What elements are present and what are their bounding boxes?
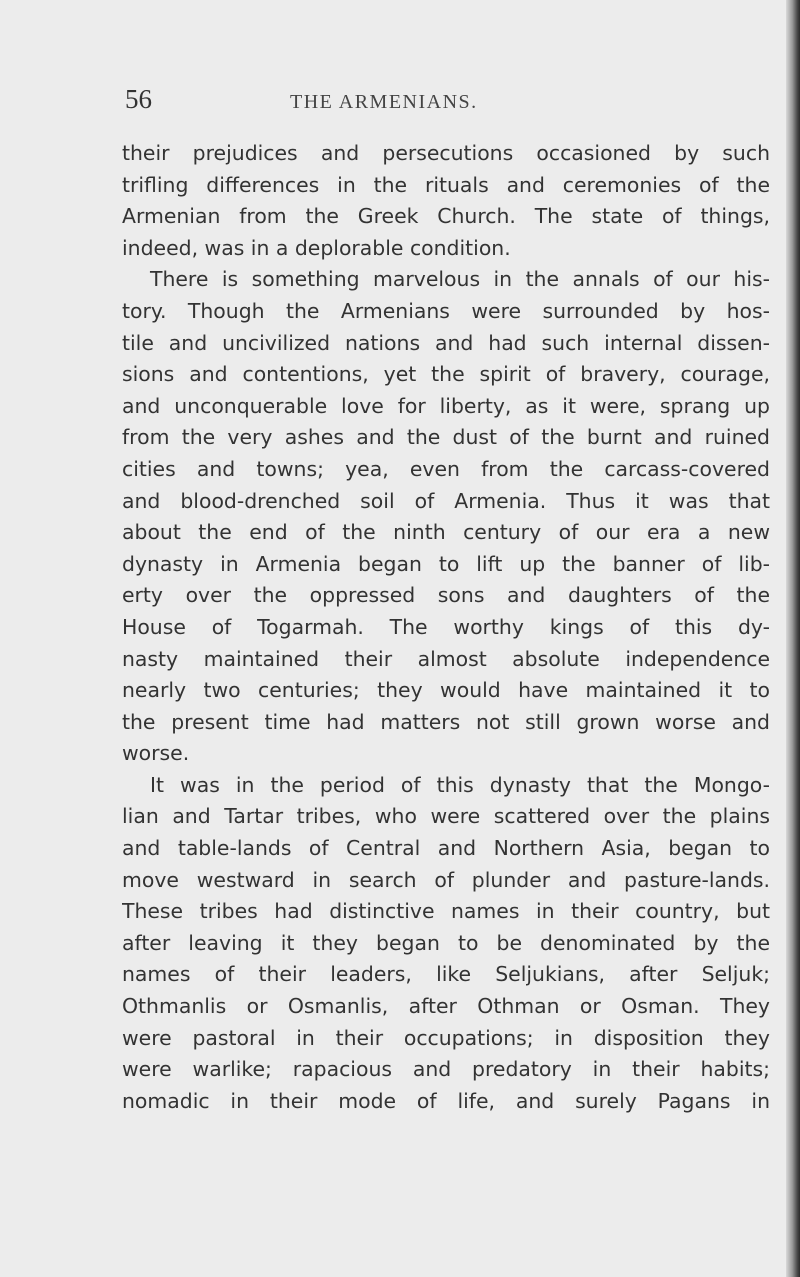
text-line: after leaving it they began to be denominated by the [122,930,770,955]
paragraph-start-line: It was in the period of this dynasty that the Mongo- [150,772,770,797]
text-line: were warlike; rapacious and predatory in their habits; [122,1057,770,1082]
text-line: nearly two centuries; they would have maintained it to [122,678,770,703]
text-line: nomadic in their mode of life, and surely Pagans in [122,1088,770,1113]
paragraph-start-line: There is something marvelous in the annals of our his- [150,267,770,292]
text-line: names of their leaders, like Seljukians, after Seljuk; [122,962,770,987]
text-line: worse. [122,741,190,766]
text-line: and table-lands of Central and Northern Asia, began to [122,836,770,861]
text-line: the present time had matters not still grown worse and [122,709,770,734]
page-binding-edge [786,0,800,1277]
text-line: and unconquerable love for liberty, as it were, sprang up [122,393,770,418]
text-line: These tribes had distinctive names in their country, but [122,899,770,924]
text-line: their prejudices and persecutions occasioned by such [122,141,770,165]
text-line: about the end of the ninth century of our era a new [122,520,770,545]
text-line: move westward in search of plunder and pasture-lands. [122,867,770,892]
text-line: were pastoral in their occupations; in disposition they [122,1025,770,1050]
text-line: indeed, was in a deplorable condition. [122,235,511,260]
text-line: sions and contentions, yet the spirit of bravery, courage, [122,362,770,387]
text-line: House of Togarmah. The worthy kings of this dy- [122,614,770,639]
text-line: Armenian from the Greek Church. The state of things, [122,204,770,229]
text-line: tory. Though the Armenians were surrounded by hos- [122,298,770,323]
text-line: tile and uncivilized nations and had such internal dissen- [122,330,770,355]
text-line: erty over the oppressed sons and daughters of the [122,583,770,608]
text-line: and blood-drenched soil of Armenia. Thus it was that [122,488,770,513]
text-line: from the very ashes and the dust of the burnt and ruined [122,425,770,450]
text-line: Othmanlis or Osmanlis, after Othman or Osman. They [122,994,770,1019]
text-line: nasty maintained their almost absolute independence [122,646,770,671]
body-text [122,138,770,1117]
page-header [0,84,780,124]
text-line: trifling differences in the rituals and ceremonies of the [122,172,770,197]
running-head: THE ARMENIANS. [290,91,478,113]
text-line: cities and towns; yea, even from the carcass-covered [122,456,770,481]
text-line: dynasty in Armenia began to lift up the banner of lib- [122,551,770,576]
text-line: lian and Tartar tribes, who were scattered over the plains [122,804,770,829]
page-number: 56 [125,84,152,114]
